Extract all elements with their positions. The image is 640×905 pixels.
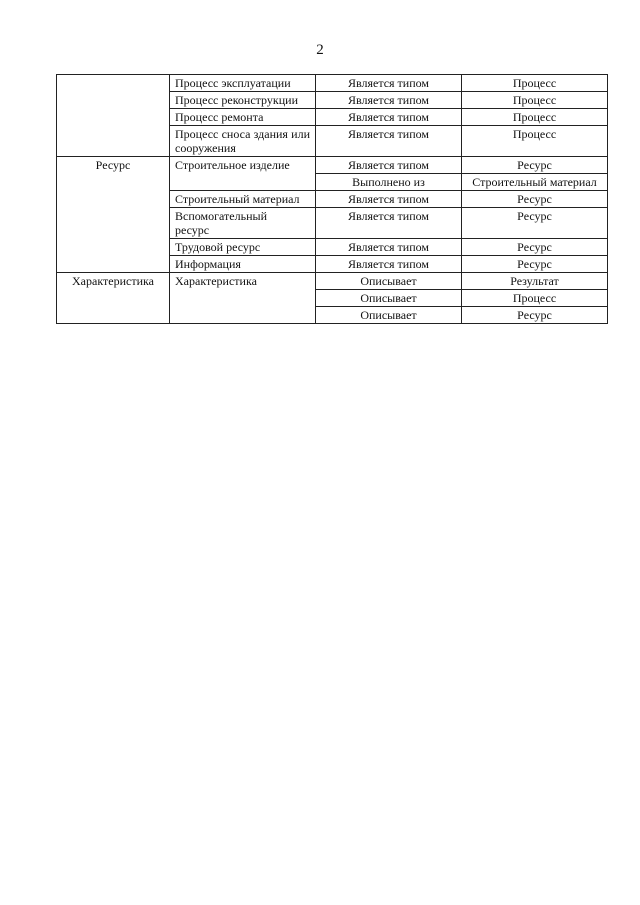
target-cell: Строительный материал — [462, 174, 608, 191]
target-cell: Процесс — [462, 109, 608, 126]
subclass-cell: Процесс эксплуатации — [170, 75, 316, 92]
subclass-cell: Строительный материал — [170, 191, 316, 208]
relation-cell: Является типом — [316, 239, 462, 256]
class-cell: Характеристика — [57, 273, 170, 324]
target-cell: Процесс — [462, 92, 608, 109]
target-cell: Процесс — [462, 290, 608, 307]
subclass-cell: Трудовой ресурс — [170, 239, 316, 256]
relation-cell: Описывает — [316, 290, 462, 307]
subclass-cell: Процесс сноса здания или сооружения — [170, 126, 316, 157]
relation-cell: Является типом — [316, 75, 462, 92]
ontology-table — [56, 74, 608, 324]
target-cell: Ресурс — [462, 256, 608, 273]
class-cell: Ресурс — [57, 157, 170, 273]
table-row — [57, 75, 608, 92]
subclass-cell: Вспомогательный ресурс — [170, 208, 316, 239]
relation-cell: Выполнено из — [316, 174, 462, 191]
target-cell: Ресурс — [462, 191, 608, 208]
relation-cell: Является типом — [316, 208, 462, 239]
subclass-cell: Информация — [170, 256, 316, 273]
subclass-cell: Процесс ремонта — [170, 109, 316, 126]
relation-cell: Описывает — [316, 307, 462, 324]
relation-cell: Описывает — [316, 273, 462, 290]
target-cell: Результат — [462, 273, 608, 290]
target-cell: Процесс — [462, 126, 608, 157]
table-row — [57, 273, 608, 290]
relation-cell: Является типом — [316, 92, 462, 109]
relation-cell: Является типом — [316, 191, 462, 208]
table-row — [57, 157, 608, 174]
target-cell: Ресурс — [462, 307, 608, 324]
target-cell: Ресурс — [462, 239, 608, 256]
relation-cell: Является типом — [316, 157, 462, 174]
page-number: 2 — [316, 42, 324, 58]
subclass-cell: Строительное изделие — [170, 157, 316, 191]
relation-cell: Является типом — [316, 256, 462, 273]
relation-cell: Является типом — [316, 126, 462, 157]
subclass-cell: Процесс реконструкции — [170, 92, 316, 109]
target-cell: Ресурс — [462, 157, 608, 174]
class-cell — [57, 75, 170, 157]
target-cell: Ресурс — [462, 208, 608, 239]
relation-cell: Является типом — [316, 109, 462, 126]
target-cell: Процесс — [462, 75, 608, 92]
subclass-cell: Характеристика — [170, 273, 316, 324]
